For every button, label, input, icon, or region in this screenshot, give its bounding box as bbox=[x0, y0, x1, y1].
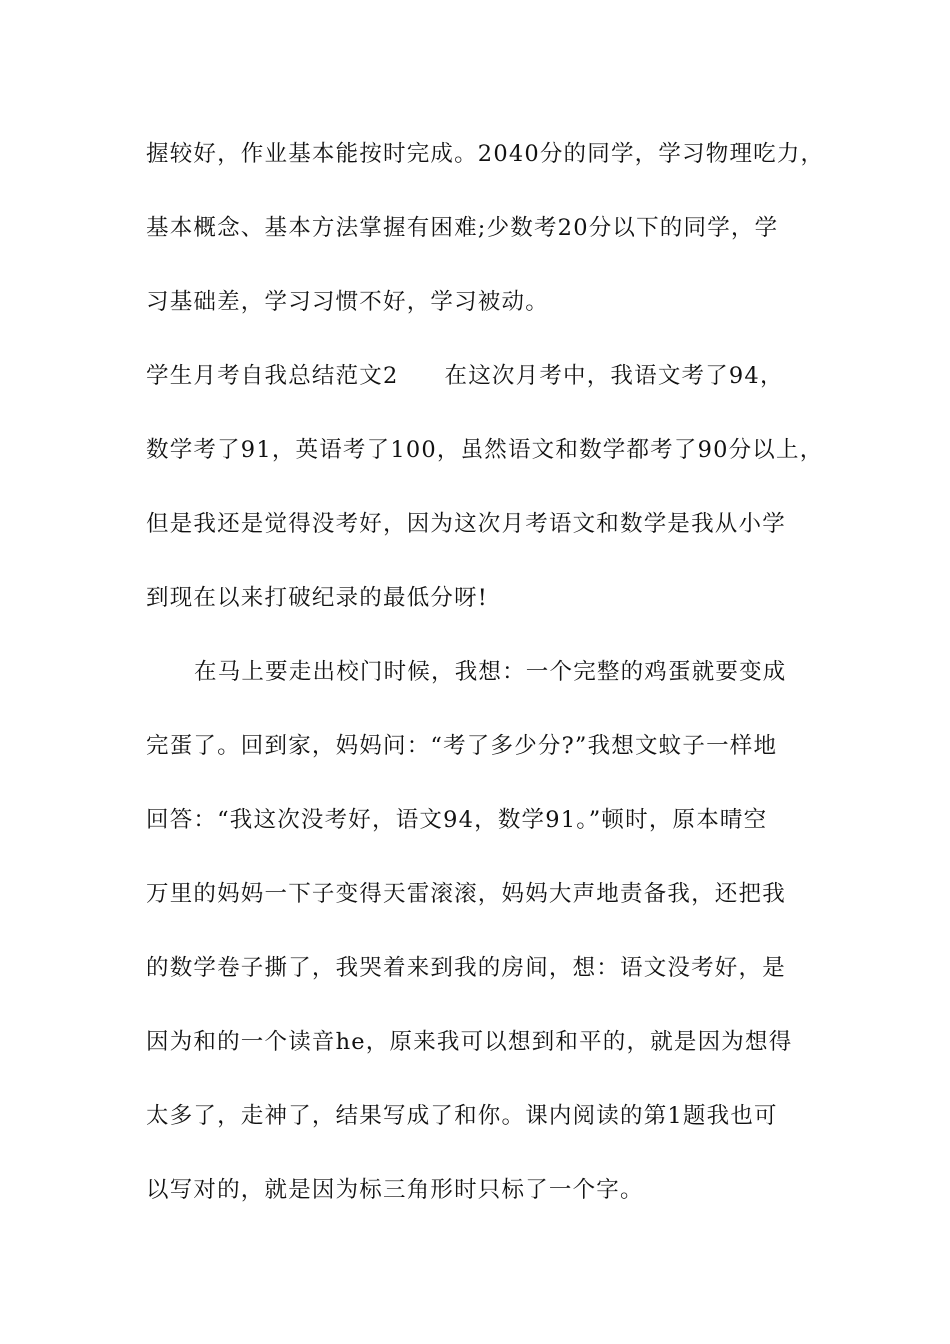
section-heading-line bbox=[146, 358, 846, 394]
text-line: 回答：“我这次没考好，语文94，数学91。”顿时，原本晴空 bbox=[146, 807, 768, 833]
section-heading: 学生月考自我总结范文2 bbox=[146, 363, 399, 389]
text-line: 握较好，作业基本能按时完成。2040分的同学，学习物理吃力， bbox=[146, 141, 825, 167]
section-first-line: 在这次月考中，我语文考了94， bbox=[444, 363, 784, 389]
text-line: 万里的妈妈一下子变得天雷滚滚，妈妈大声地责备我，还把我 bbox=[146, 881, 786, 907]
text-line: 太多了，走神了，结果写成了和你。课内阅读的第1题我也可 bbox=[146, 1103, 778, 1129]
paragraph-first-line: 在马上要走出校门时候，我想：一个完整的鸡蛋就要变成 bbox=[194, 659, 787, 685]
text-line: 但是我还是觉得没考好，因为这次月考语文和数学是我从小学 bbox=[146, 511, 786, 537]
text-line: 以写对的，就是因为标三角形时只标了一个字。 bbox=[146, 1177, 644, 1203]
text-line: 数学考了91，英语考了100，虽然语文和数学都考了90分以上， bbox=[146, 437, 824, 463]
text-line: 基本概念、基本方法掌握有困难;少数考20分以下的同学，学 bbox=[146, 215, 779, 241]
text-line: 到现在以来打破纪录的最低分呀! bbox=[146, 585, 489, 611]
text-line: 完蛋了。回到家，妈妈问：“考了多少分?”我想文蚊子一样地 bbox=[146, 733, 778, 759]
text-line: 的数学卷子撕了，我哭着来到我的房间，想：语文没考好，是 bbox=[146, 955, 786, 981]
text-line: 因为和的一个读音he，原来我可以想到和平的，就是因为想得 bbox=[146, 1029, 793, 1055]
text-line: 习基础差，学习习惯不好，学习被动。 bbox=[146, 289, 549, 315]
